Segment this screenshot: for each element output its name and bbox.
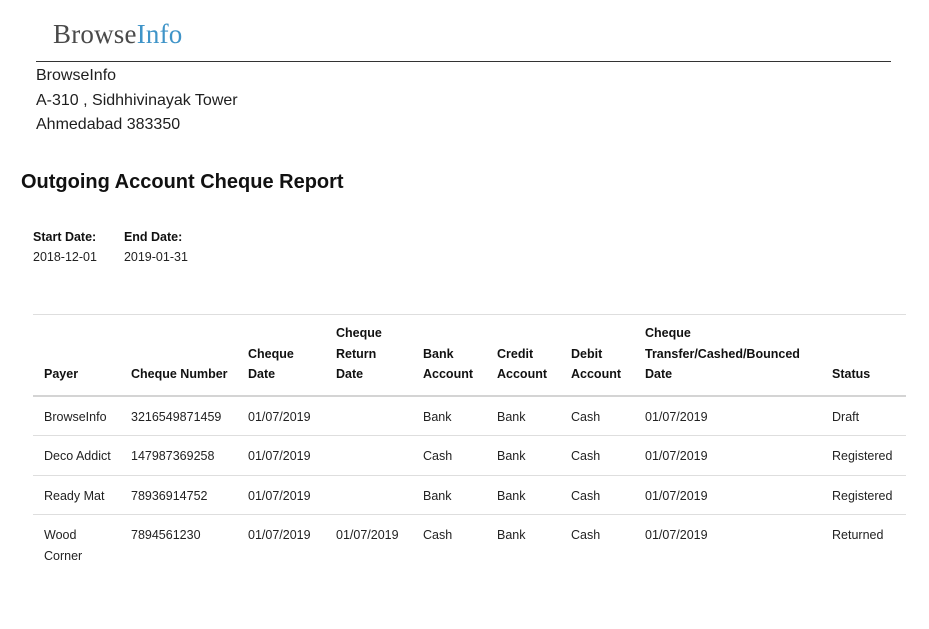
table-row [33,515,906,575]
cell-payer: Ready Mat [33,475,120,515]
cell-debit-account: Cash [560,396,634,436]
header-credit-account: Credit Account [497,346,547,381]
cell-transfer-date: 01/07/2019 [645,528,708,542]
header-payer: Payer [44,367,79,381]
cell-credit-account: Bank [486,396,560,436]
cell-return-date: 01/07/2019 [336,528,399,542]
date-range [33,229,215,265]
cell-cheque-date: 01/07/2019 [237,436,325,476]
cell-payer: Deco Addict [33,436,120,476]
cell-cheque-number: 7894561230 [131,528,201,542]
logo-text-browse: Browse [53,19,137,49]
company-address [36,64,238,138]
cell-return-date [325,436,412,476]
report-title: Outgoing Account Cheque Report [21,171,344,193]
logo-text-info: Info [136,19,183,49]
company-name: BrowseInfo [36,67,117,84]
header-status: Status [832,367,871,381]
start-date-block [33,229,97,265]
cell-cheque-number: 147987369258 [120,436,237,476]
cell-cheque-number: 3216549871459 [120,396,237,436]
company-city-line: Ahmedabad 383350 [36,116,181,133]
start-date-value: 2018-12-01 [33,250,97,264]
cell-bank-account: Cash [412,436,486,476]
table-row [33,396,906,436]
header-bank-account: Bank Account [423,346,473,381]
cell-payer: Wood Corner [44,528,83,563]
header-divider [36,61,891,62]
end-date-block [124,229,188,265]
cell-status: Registered [821,475,906,515]
cell-transfer-date: 01/07/2019 [634,475,821,515]
company-address-line: A-310 , Sidhhivinayak Tower [36,91,238,109]
header-transfer-date: Cheque Transfer/Cashed/Bounced Date [645,326,800,381]
cell-credit-account: Bank [486,436,560,476]
cell-return-date [325,396,412,436]
cell-transfer-date: 01/07/2019 [634,396,821,436]
cell-debit-account: Cash [560,436,634,476]
table-row [33,475,906,515]
end-date-value: 2019-01-31 [123,250,188,264]
cell-credit-account: Bank [486,475,560,515]
cell-bank-account: Bank [412,475,486,515]
cell-debit-account: Cash [571,528,601,542]
start-date-label: Start Date: [33,230,97,244]
cell-cheque-date: 01/07/2019 [237,396,325,436]
table-header-row [33,315,906,396]
cheque-report-table [33,314,906,574]
cell-cheque-date: 01/07/2019 [248,528,311,542]
cell-status: Registered [821,436,906,476]
cell-transfer-date: 01/07/2019 [634,436,821,476]
cell-debit-account: Cash [560,475,634,515]
header-cheque-date: Cheque Date [248,346,294,381]
company-logo [53,18,183,50]
cell-cheque-date: 01/07/2019 [237,475,325,515]
table-row [33,436,906,476]
cell-bank-account: Bank [412,396,486,436]
cell-payer: BrowseInfo [33,396,120,436]
header-cheque-number: Cheque Number [131,367,228,381]
cell-status: Returned [832,528,884,542]
header-cheque-return-date: Cheque Return Date [336,326,382,381]
end-date-label: End Date: [123,230,183,244]
cell-cheque-number: 78936914752 [120,475,237,515]
cell-status: Draft [821,396,906,436]
cell-return-date [325,475,412,515]
cell-credit-account: Bank [497,528,526,542]
header-debit-account: Debit Account [571,346,621,381]
cell-bank-account: Cash [423,528,453,542]
